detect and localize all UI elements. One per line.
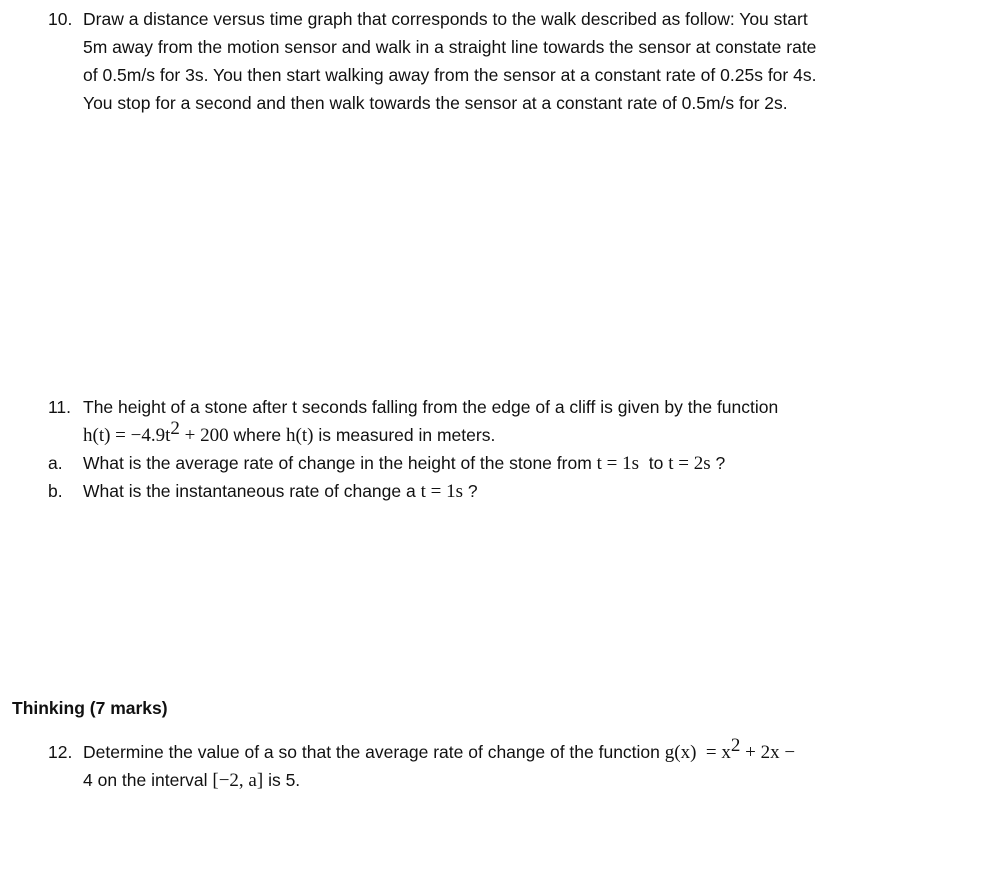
q12-line-2 [83, 766, 300, 795]
q11-units-text: is measured in meters. [313, 425, 496, 445]
q12-interval: [−2, a] [212, 770, 264, 791]
q11-line-1: The height of a stone after t seconds falling from the edge of a cliff is given by the function [83, 397, 779, 417]
thinking-heading: Thinking (7 marks) [12, 698, 168, 718]
height-function: h(t) = −4.9t [83, 425, 171, 446]
q11b-label: b. [48, 481, 63, 501]
height-exponent: 2 [170, 418, 180, 439]
q11a-time-1: t = 1s [596, 453, 640, 474]
q12-function-rest: + 2x − [740, 742, 796, 763]
q11b-question: What is the instantaneous rate of change a [83, 481, 421, 501]
q11-where-text: where [228, 425, 287, 445]
q12-exponent: 2 [730, 735, 741, 756]
height-constant: + 200 [179, 425, 229, 446]
q11b-text [83, 477, 478, 506]
q11-number: 11. [48, 397, 72, 417]
q11-line-2 [83, 418, 496, 450]
q11a-to: to [639, 453, 669, 473]
q12-number: 12. [48, 742, 73, 762]
q12-end-text: is 5. [263, 770, 301, 790]
q11a-time-2: t = 2s [668, 453, 711, 474]
q11a-label: a. [48, 453, 63, 473]
q10-line-3: of 0.5m/s for 3s. You then start walking away from the sensor at a constant rate of 0.25s for 4s. [83, 65, 817, 85]
q12-line-1 [83, 735, 796, 767]
q10-line-1: Draw a distance versus time graph that corresponds to the walk described as follow: You start [83, 9, 808, 29]
q12-question: Determine the value of a so that the average rate of change of the function [83, 742, 665, 762]
height-symbol: h(t) [286, 425, 314, 446]
q10-number: 10. [48, 9, 73, 29]
q10-line-2: 5m away from the motion sensor and walk in a straight line towards the sensor at constate rate [83, 37, 817, 57]
q11a-question: What is the average rate of change in the height of the stone from [83, 453, 597, 473]
q10-line-4: You stop for a second and then walk towards the sensor at a constant rate of 0.5m/s for 2s. [83, 93, 788, 113]
q12-interval-text: 4 on the interval [83, 770, 213, 790]
q11b-time: t = 1s [420, 481, 463, 502]
q11a-text [83, 449, 725, 478]
q12-function: g(x) = x [664, 742, 731, 763]
q11b-question-mark: ? [462, 481, 478, 501]
q11a-question-mark: ? [710, 453, 726, 473]
